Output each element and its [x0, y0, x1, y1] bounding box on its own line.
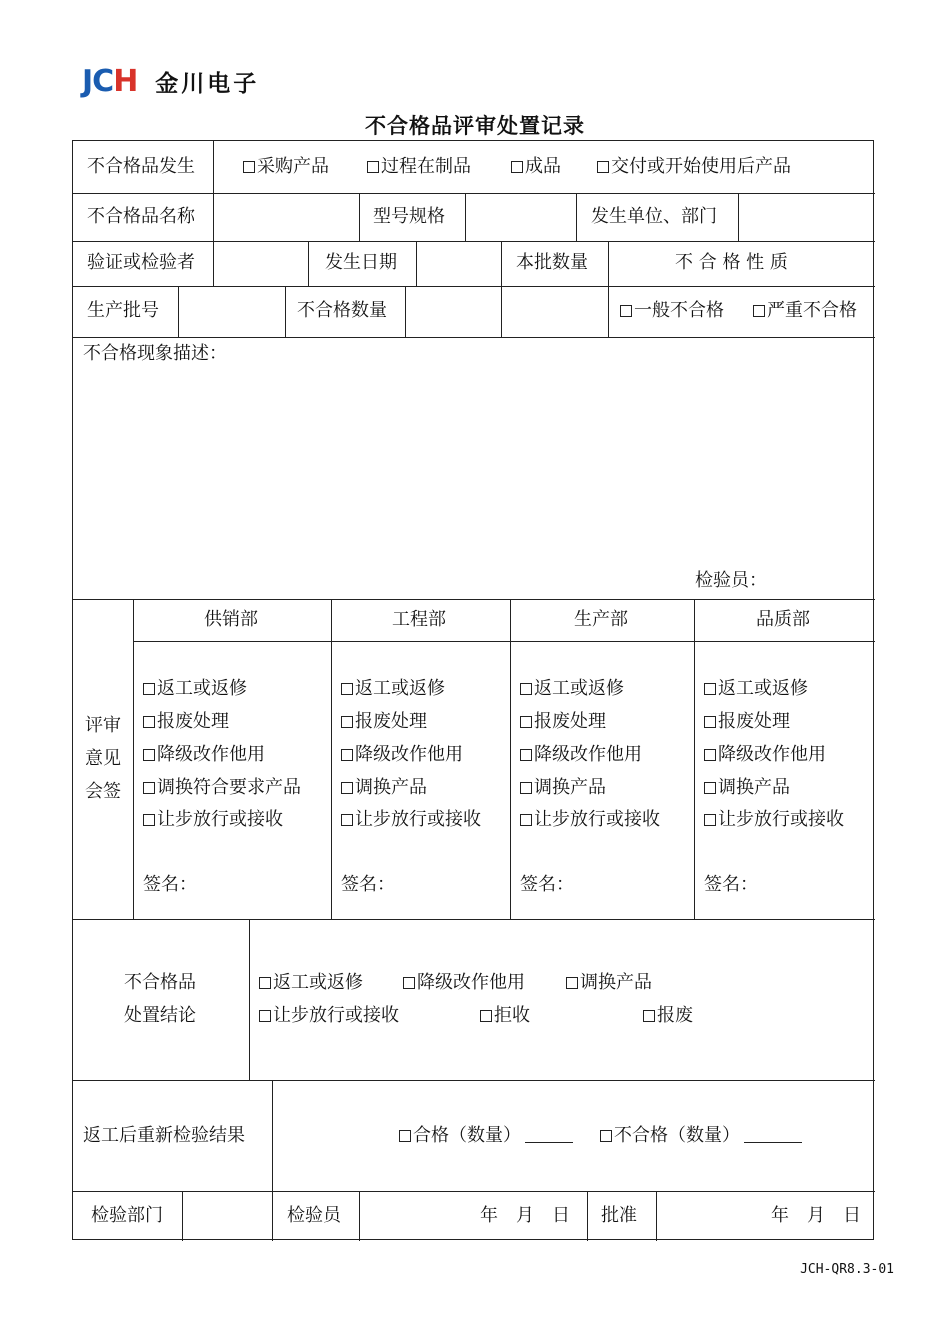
checkbox[interactable]: [143, 782, 155, 794]
occurrence-label: 不合格品发生: [87, 156, 195, 177]
checkbox[interactable]: [341, 749, 353, 761]
rework-pass-option[interactable]: 合格（数量）: [399, 1125, 573, 1147]
nonconformity-nature-label: 不 合 格 性 质: [675, 252, 788, 273]
option-major[interactable]: 严重不合格: [753, 300, 857, 322]
checkbox[interactable]: [341, 782, 353, 794]
quality-signature-label: 签名：: [704, 874, 758, 895]
checkbox[interactable]: [520, 814, 532, 826]
checkbox[interactable]: [704, 716, 716, 728]
occurrence-date-label: 发生日期: [325, 252, 397, 273]
quality-option-downgrade[interactable]: 降级改作他用: [704, 744, 826, 766]
checkbox[interactable]: [511, 161, 523, 173]
sales-option-downgrade[interactable]: 降级改作他用: [143, 744, 265, 766]
sales-option-concession[interactable]: 让步放行或接收: [143, 809, 283, 831]
model-spec-label: 型号规格: [373, 206, 445, 227]
engineering-option-rework[interactable]: 返工或返修: [341, 678, 445, 700]
conclusion-option-exchange[interactable]: 调换产品: [566, 972, 652, 994]
production-option-rework[interactable]: 返工或返修: [520, 678, 624, 700]
dept-header-sales: 供销部: [204, 609, 258, 630]
option-minor[interactable]: 一般不合格: [620, 300, 724, 322]
checkbox[interactable]: [704, 749, 716, 761]
pass-quantity-blank[interactable]: [525, 1126, 573, 1143]
checkbox[interactable]: [566, 977, 578, 989]
logo-mark: JCH: [82, 63, 138, 99]
quality-option-scrap[interactable]: 报废处理: [704, 711, 790, 733]
form-title: 不合格品评审处置记录: [365, 114, 585, 138]
form-table: [72, 140, 874, 1240]
option-delivered[interactable]: 交付或开始使用后产品: [597, 156, 791, 178]
production-option-concession[interactable]: 让步放行或接收: [520, 809, 660, 831]
conclusion-option-concession[interactable]: 让步放行或接收: [259, 1005, 399, 1027]
description-label: 不合格现象描述：: [83, 343, 227, 364]
checkbox[interactable]: [753, 305, 765, 317]
document-code: JCH-QR8.3-01: [800, 1262, 894, 1277]
review-label-line1: 评审: [85, 715, 121, 736]
checkbox[interactable]: [367, 161, 379, 173]
review-label-line2: 意见: [85, 748, 121, 769]
checkbox[interactable]: [341, 716, 353, 728]
quality-option-exchange[interactable]: 调换产品: [704, 777, 790, 799]
engineering-option-downgrade[interactable]: 降级改作他用: [341, 744, 463, 766]
option-wip[interactable]: 过程在制品: [367, 156, 471, 178]
sales-signature-label: 签名：: [143, 874, 197, 895]
conclusion-option-rework[interactable]: 返工或返修: [259, 972, 363, 994]
company-logo: [82, 63, 260, 99]
conclusion-label-line1: 不合格品: [124, 972, 196, 993]
checkbox[interactable]: [143, 716, 155, 728]
review-label-line3: 会签: [85, 781, 121, 802]
company-name: 金川电子: [155, 70, 260, 97]
conclusion-option-reject[interactable]: 拒收: [480, 1005, 530, 1027]
engineering-option-scrap[interactable]: 报废处理: [341, 711, 427, 733]
checkbox[interactable]: [704, 683, 716, 695]
batch-quantity-label: 本批数量: [516, 252, 588, 273]
verifier-label: 验证或检验者: [87, 252, 195, 273]
dept-header-quality: 品质部: [756, 609, 810, 630]
quality-option-rework[interactable]: 返工或返修: [704, 678, 808, 700]
nonconforming-quantity-label: 不合格数量: [297, 300, 387, 321]
checkbox[interactable]: [520, 683, 532, 695]
checkbox[interactable]: [643, 1010, 655, 1022]
sales-option-exchange[interactable]: 调换符合要求产品: [143, 777, 301, 799]
checkbox[interactable]: [520, 749, 532, 761]
checkbox[interactable]: [143, 814, 155, 826]
checkbox[interactable]: [520, 782, 532, 794]
checkbox[interactable]: [600, 1130, 612, 1142]
conclusion-option-scrap[interactable]: 报废: [643, 1005, 693, 1027]
checkbox[interactable]: [480, 1010, 492, 1022]
production-option-scrap[interactable]: 报废处理: [520, 711, 606, 733]
checkbox[interactable]: [704, 814, 716, 826]
approval-date-label: 年 月 日: [771, 1205, 861, 1226]
checkbox[interactable]: [520, 716, 532, 728]
engineering-signature-label: 签名：: [341, 874, 395, 895]
dept-header-engineering: 工程部: [392, 609, 446, 630]
production-signature-label: 签名：: [520, 874, 574, 895]
rework-fail-option[interactable]: 不合格（数量）: [600, 1125, 802, 1147]
approval-label: 批准: [601, 1205, 637, 1226]
engineering-option-exchange[interactable]: 调换产品: [341, 777, 427, 799]
checkbox[interactable]: [704, 782, 716, 794]
rework-result-label: 返工后重新检验结果: [83, 1125, 245, 1146]
checkbox[interactable]: [341, 814, 353, 826]
product-name-label: 不合格品名称: [87, 206, 195, 227]
quality-option-concession[interactable]: 让步放行或接收: [704, 809, 844, 831]
checkbox[interactable]: [243, 161, 255, 173]
sales-option-scrap[interactable]: 报废处理: [143, 711, 229, 733]
unit-dept-label: 发生单位、部门: [591, 206, 717, 227]
fail-quantity-blank[interactable]: [744, 1126, 802, 1143]
checkbox[interactable]: [399, 1130, 411, 1142]
checkbox[interactable]: [403, 977, 415, 989]
checkbox[interactable]: [259, 1010, 271, 1022]
inspector-label: 检验员：: [695, 570, 767, 591]
checkbox[interactable]: [143, 749, 155, 761]
engineering-option-concession[interactable]: 让步放行或接收: [341, 809, 481, 831]
inspection-date-label: 年 月 日: [480, 1205, 570, 1226]
conclusion-label-line2: 处置结论: [124, 1005, 196, 1026]
lot-number-label: 生产批号: [87, 300, 159, 321]
production-option-exchange[interactable]: 调换产品: [520, 777, 606, 799]
checkbox[interactable]: [597, 161, 609, 173]
inspection-dept-label: 检验部门: [91, 1205, 163, 1226]
option-purchased[interactable]: 采购产品: [243, 156, 329, 178]
checkbox[interactable]: [341, 683, 353, 695]
checkbox[interactable]: [620, 305, 632, 317]
checkbox[interactable]: [143, 683, 155, 695]
footer-inspector-label: 检验员: [287, 1205, 341, 1226]
dept-header-production: 生产部: [574, 609, 628, 630]
conclusion-option-downgrade[interactable]: 降级改作他用: [403, 972, 525, 994]
option-finished[interactable]: 成品: [511, 156, 561, 178]
checkbox[interactable]: [259, 977, 271, 989]
sales-option-rework[interactable]: 返工或返修: [143, 678, 247, 700]
production-option-downgrade[interactable]: 降级改作他用: [520, 744, 642, 766]
